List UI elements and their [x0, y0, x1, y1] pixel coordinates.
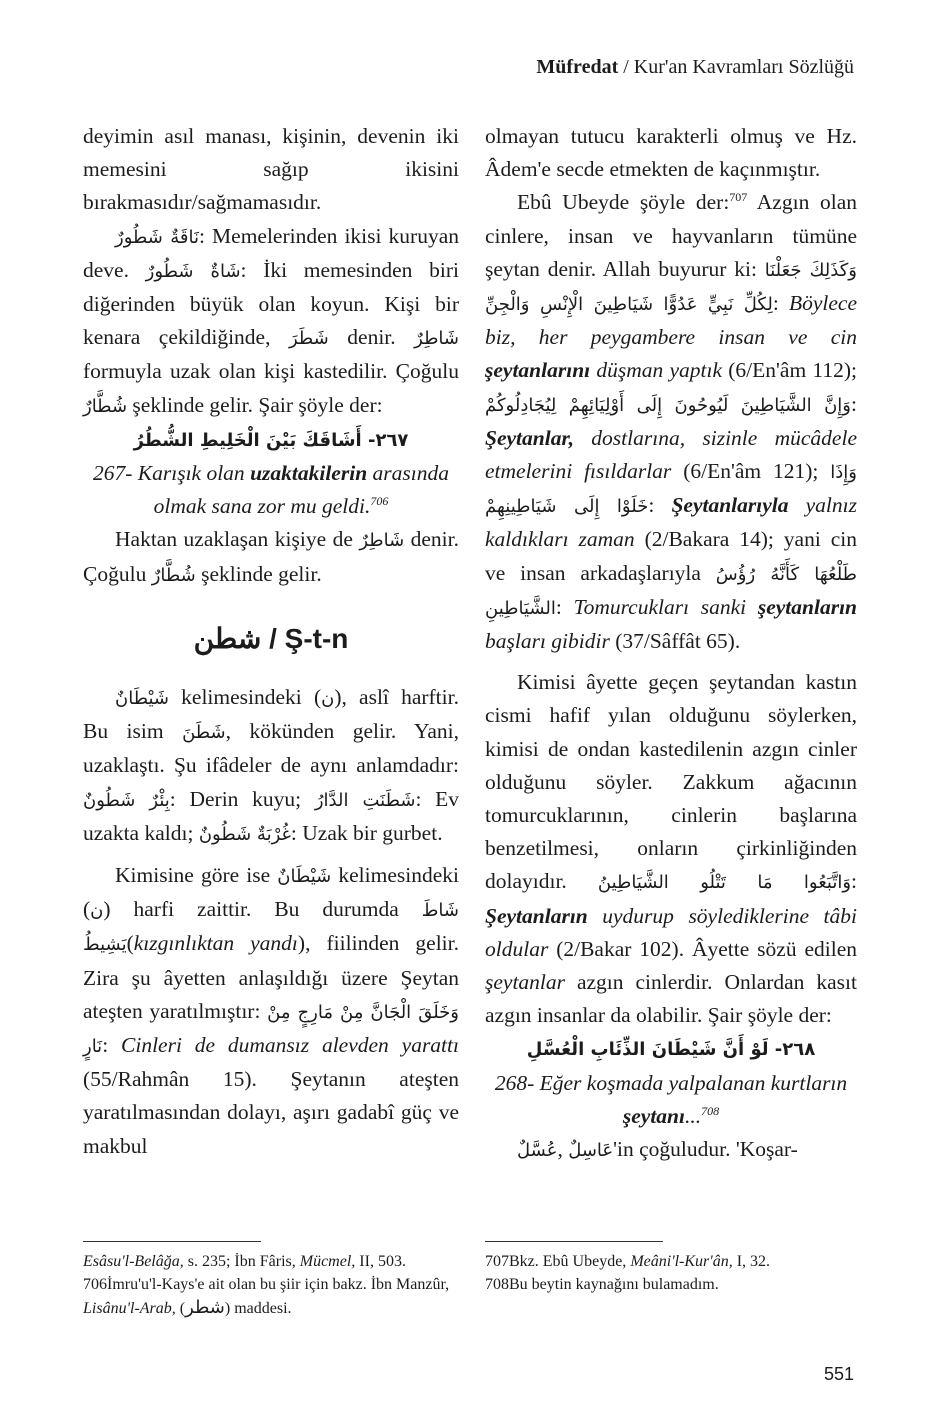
footnote: Esâsu'l-Belâğa, s. 235; İbn Fâris, Mücmel, II, 503. [83, 1253, 406, 1270]
arabic-term: ن [90, 900, 104, 922]
arabic-term: شَطَرَ [288, 328, 329, 350]
arabic-term: عُسَّلٌ [517, 1140, 558, 1162]
arabic-term: شَاطِرٌ [359, 530, 405, 552]
arabic-term: ن [321, 688, 335, 710]
verse-translation: 268- Eğer koşmada yalpalanan kurtların şeytanı...$^{708}$ [494, 1070, 848, 1128]
arabic-verse: وَاتَّبَعُوا مَا تَتْلُو الشَّيَاطِينُ [597, 872, 852, 894]
arabic-term: شُطَّارٌ [83, 395, 128, 417]
arabic-verse: وَخَلَقَ الْجَانَّ مِنْ مَارِجٍ مِنْ نَارٍ [83, 1001, 459, 1058]
footnote-708: 708Bu beytin kaynağını bulamadım. [485, 1276, 719, 1293]
arabic-term: شَاطِرٌ [414, 328, 459, 350]
verse-arabic: ٢٦٨- لَوْ أَنَّ شَيْطَانَ الذِّئَابِ الْعُسَّلِ [526, 1039, 816, 1061]
running-head [536, 56, 854, 79]
section-heading: شطن / Ş-t-n [193, 622, 349, 654]
arabic-term: عَاسِلٌ [568, 1140, 614, 1162]
page-number: 551 [823, 1364, 854, 1384]
paragraph: deyimin asıl manası, kişinin, devenin iki memesini sağıp ikisini bırakmasıdır/sağmamasıdır. [83, 124, 459, 215]
arabic-verse: وَكَذَلِكَ جَعَلْنَا لِكُلِّ نَبِيٍّ عَدُوًّا شَيَاطِينَ الْإِنْسِ وَالْجِنِّ [485, 259, 857, 316]
paragraph: Haktan uzaklaşan kişiye de شَاطِرٌ denir. Çoğulu شُطَّارٌ şeklinde gelir. [83, 527, 459, 586]
arabic-term: بِئْرٌ شَطُونٌ [83, 789, 170, 811]
arabic-term: شَطَنَ [182, 722, 226, 744]
paragraph: olmayan tutucu karakterli olmuş ve Hz. Âdem'e secde etmekten de kaçınmıştır. [485, 124, 857, 182]
section-heading-latin: Ş-t-n [284, 622, 349, 654]
footnote-ref: 708 [701, 1103, 720, 1118]
footnote-ref: 707 [729, 190, 748, 205]
paragraph: عُسَّلٌ, عَاسِلٌ'in çoğuludur. 'Koşar- [517, 1137, 798, 1162]
footnote-707: 707Bkz. Ebû Ubeyde, Meâni'l-Kur'ân, I, 32. [485, 1253, 771, 1270]
footnote-rule [83, 1241, 261, 1242]
arabic-term: غُرْبَةٌ شَطُونٌ [198, 823, 291, 845]
arabic-term: شَيْطَانٌ [115, 688, 169, 710]
footnote-rule [485, 1241, 663, 1242]
footnote-706: 706İmru'u'l-Kays'e ait olan bu şiir için bakz. İbn Manzûr, Lisânu'l-Arab, (شطر) maddesi. [83, 1276, 450, 1318]
arabic-term: شَاةٌ شَطُورٌ [145, 260, 241, 282]
footnote-number: 708 [485, 1276, 509, 1293]
footnotes-right [485, 1241, 857, 1296]
arabic-term: شَطَنَتِ الدَّارُ [314, 789, 416, 811]
paragraph: شَيْطَانٌ kelimesindeki (ن), aslî harftir. Bu isim شَطَنَ, kökünden gelir. Yani, uzaklaştı. Şu ifâdeler de aynı anlamdadır: بِئْرٌ شَطُونٌ: Derin kuyu; شَطَنَتِ الدَّارُ: Ev uzakta kaldı; غُرْبَةٌ شَطُونٌ: Uzak bir gurbet. [83, 685, 460, 845]
running-head-title: / Kur'an Kavramları Sözlüğü [618, 56, 854, 78]
verse-translation: 267- Karışık olan uzaktakilerin arasında olmak sana zor mu geldi.$^{706}$ [92, 461, 449, 519]
arabic-term: شَاطَ يَشِيطُ [83, 900, 459, 956]
arabic-verse: وَإِنَّ الشَّيَاطِينَ لَيُوحُونَ إِلَى أَوْلِيَائِهِمْ لِيُجَادِلُوكُمْ [485, 394, 852, 416]
running-head-bold: Müfredat [536, 56, 619, 78]
paragraph: نَاقَةٌ شَطُورٌ: Memelerinden ikisi kuruyan deve. شَاةٌ شَطُورٌ: İki memesinden biri diğerinden büyük olan koyun. Kişi bir kenara çekildiğinde, شَطَرَ denir. شَاطِرٌ formuyla uzak olan kişi kastedilir. Çoğulu شُطَّارٌ şeklinde gelir. Şair şöyle der: [83, 223, 459, 417]
arabic-verse: وَإِذَا خَلَوْا إِلَى شَيَاطِينِهِمْ [485, 462, 857, 518]
footnotes-left [83, 1241, 459, 1320]
paragraph: Kimisi âyette geçen şeytandan kastın cismi hafif yılan olduğunu söylerken, kimisi de ondan kastedilenin azgın cinler olduğunu söyler. Zakkum ağacının tomurcuklarının, cinlerin başlarına benzetilmesi, onların çirkinliğinden dolayıdır. وَاتَّبَعُوا مَا تَتْلُو الشَّيَاطِينُ: Şeytanların uydurup söylediklerine tâbi oldular (2/Bakar 102). Âyette sözü edilen şeytanlar azgın cinlerdir. Onlardan kasıt azgın insanlar da olabilir. Şair şöyle der: [485, 670, 857, 1028]
footnote-ref: 706 [370, 494, 389, 509]
arabic-term: شَيْطَانٌ [277, 866, 332, 888]
right-column [485, 120, 857, 1167]
paragraph: Kimisine göre ise شَيْطَانٌ kelimesindeki (ن) harfi zaittir. Bu durumda شَاطَ يَشِيطُ(kızgınlıktan yandı), fiilinden gelir. Zira şu âyetten anlaşıldığı üzere Şeytan ateşten yaratılmıştır: وَخَلَقَ الْجَانَّ مِنْ مَارِجٍ مِنْ نَارٍ: Cinleri de dumansız alevden yarattı (55/Rahmân 15). Şeytanın ateşten yaratılmasından dolayı, aşırı gadabî güç ve makbul [83, 863, 460, 1158]
footnote-number: 706 [83, 1276, 107, 1293]
arabic-term: شُطَّارٌ [151, 564, 196, 586]
footnote-number: 707 [485, 1253, 509, 1270]
section-heading-arabic: شطن [193, 622, 262, 654]
paragraph: Ebû Ubeyde şöyle der:$^{707}$ Azgın olan cinlere, insan ve hayvanların tümüne şeytan denir. Allah buyurur ki: وَكَذَلِكَ جَعَلْنَا لِكُلِّ نَبِيٍّ عَدُوًّا شَيَاطِينَ الْإِنْسِ وَالْجِنِّ: Böylece biz, her peygambere insan ve cin şeytanlarını düşman yaptık (6/En'âm 112); وَإِنَّ الشَّيَاطِينَ لَيُوحُونَ إِلَى أَوْلِيَائِهِمْ لِيُجَادِلُوكُمْ: Şeytanlar, dostlarına, sizinle mücâdele etmelerini fısıldarlar (6/En'âm 121); وَإِذَا خَلَوْا إِلَى شَيَاطِينِهِمْ: Şeytanlarıyla yalnız kaldıkları zaman (2/Bakara 14); yani cin ve insan arkadaşlarıyla طَلْعُهَا كَأَنَّهُ رُؤُسُ الشَّيَاطِينِ: Tomurcukları sanki şeytanların başları gibidir (37/Sâffât 65). [485, 190, 858, 654]
left-column [83, 120, 459, 1163]
verse-arabic: ٢٦٧- أَشَاقَكَ بَيْنَ الْخَلِيطِ الشُّطُرُ [133, 429, 409, 451]
arabic-term: نَاقَةٌ شَطُورٌ [115, 226, 199, 248]
arabic-verse: طَلْعُهَا كَأَنَّهُ رُؤُسُ الشَّيَاطِينِ [485, 563, 858, 619]
